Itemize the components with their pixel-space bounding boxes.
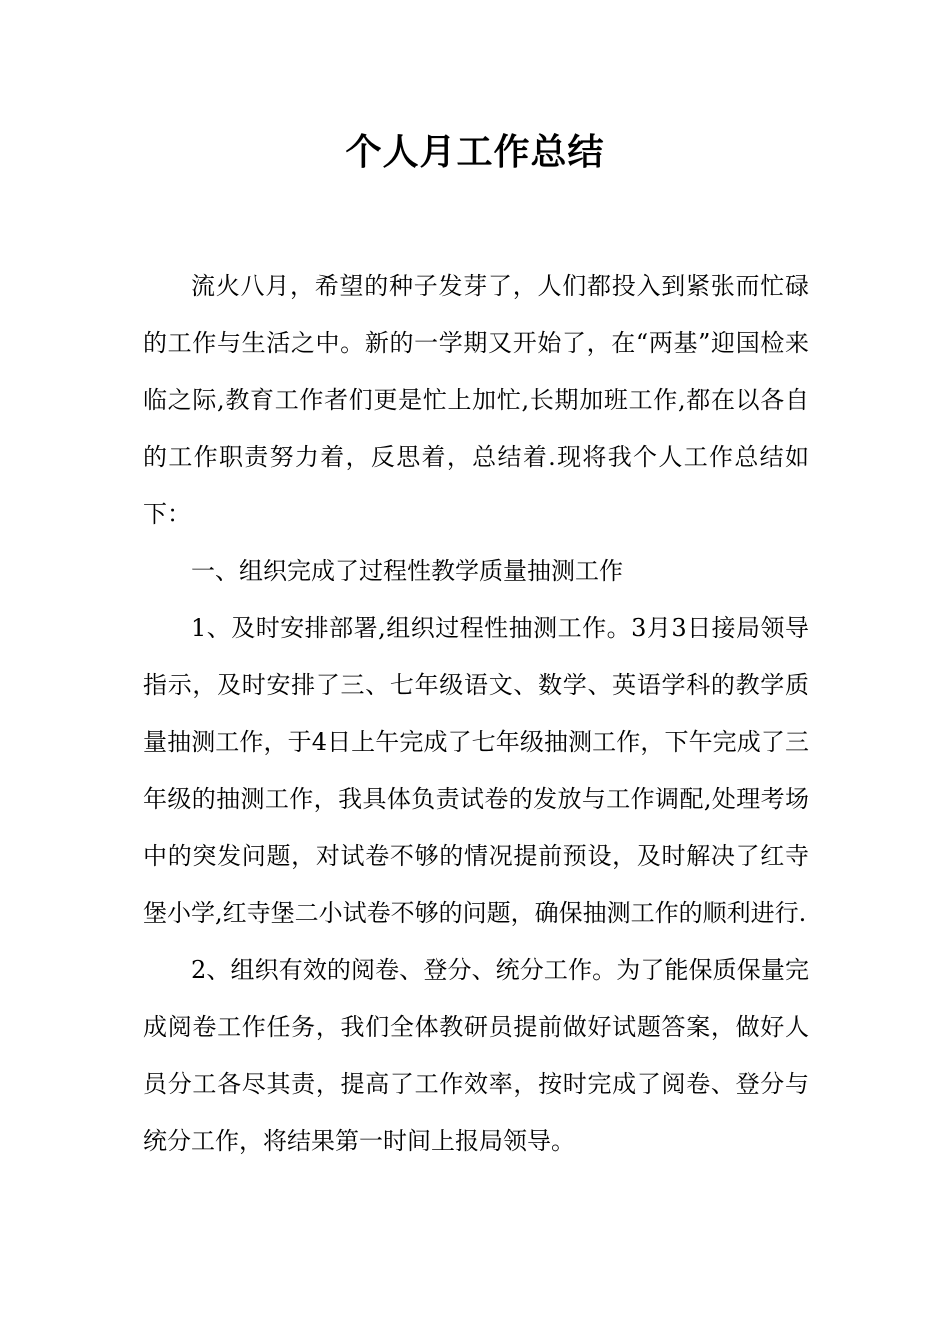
paragraph-item-1: 1、及时安排部署,组织过程性抽测工作。3月3日接局领导指示，及时安排了三、七年级语文、数学、英语学科的教学质量抽测工作，于4日上午完成了七年级抽测工作，下午完成了三年级的抽测工作，我具体负责试卷的发放与工作调配,处理考场中的突发问题，对试卷不够的情况提前预设，及时解决了红寺堡小学,红寺堡二小试卷不够的问题，确保抽测工作的顺利进行. [143,614,809,927]
section-heading: 一、组织完成了过程性教学质量抽测工作 [191,557,623,585]
paragraph-item-2: 2、组织有效的阅卷、登分、统分工作。为了能保质保量完成阅卷工作任务，我们全体教研员提前做好试题答案，做好人员分工各尽其责，提高了工作效率，按时完成了阅卷、登分与统分工作，将结果第一时间上报局领导。 [143,956,809,1155]
paragraph-intro: 流火八月，希望的种子发芽了，人们都投入到紧张而忙碌的工作与生活之中。新的一学期又开始了，在“两基”迎国检来临之际,教育工作者们更是忙上加忙,长期加班工作,都在以各自的工作职责努力着，反思着，总结着.现将我个人工作总结如下： [143,272,809,528]
document-body [143,258,809,1170]
document-title: 个人月工作总结 [345,131,605,173]
